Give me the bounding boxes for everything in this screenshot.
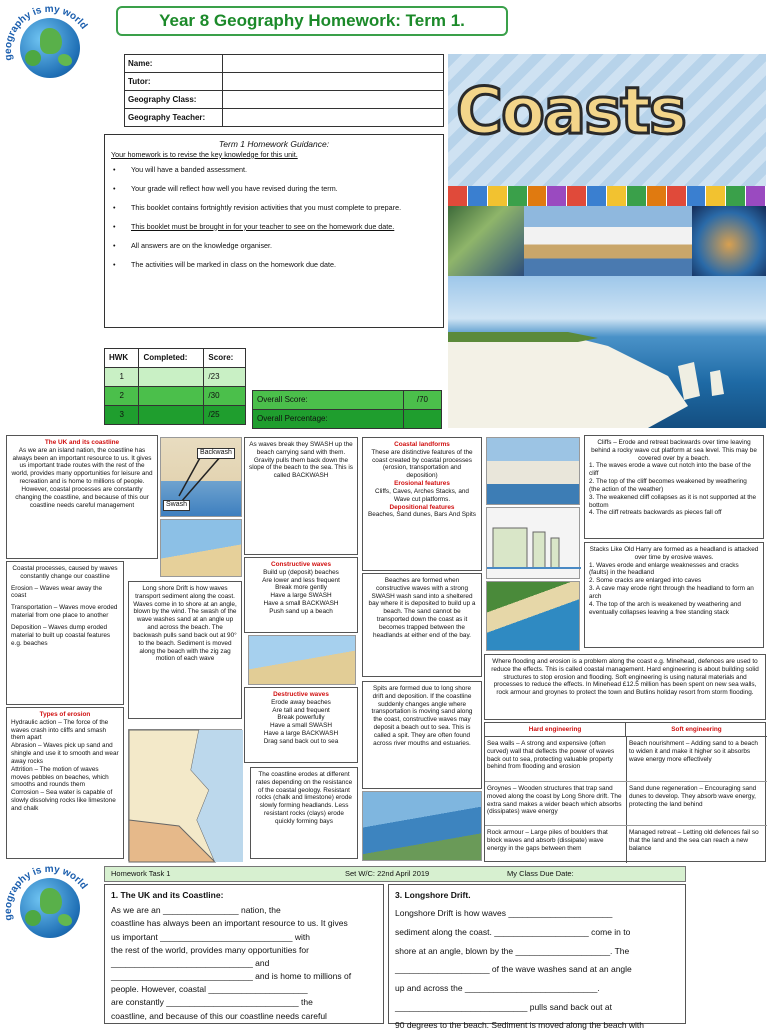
q1-title: 1. The UK and its Coastline: bbox=[111, 890, 224, 900]
cliffs-intro: Cliffs – Erode and retreat backwards over time leaving behind a rocky wave cut platform at sea level. This may be covered over by a beach. bbox=[591, 439, 757, 462]
spits-text: Spits are formed due to long shore drift and deposition. If the coastline suddenly changes angle where transportation is moving sand along the coast, constructive waves may deposit a beach out to sea. This is called a spit. They are often found across river mouths and estuaries. bbox=[371, 685, 473, 747]
svg-text:geography is my world: geography is my world bbox=[2, 3, 90, 62]
managed-retreat-text: Managed retreat – Letting old defences fail so that the land and the sea can reach a new balance bbox=[629, 829, 759, 852]
abrasion-text: Abrasion – Waves pick up sand and shingle and use it to smooth and wear away rocks bbox=[11, 742, 119, 765]
guidance-title: Term 1 Homework Guidance: bbox=[218, 139, 330, 149]
cliffs-step-2: 2. The top of the cliff becomes weakened by weathering (the action of the weather) bbox=[589, 478, 747, 493]
teacher-field[interactable] bbox=[223, 109, 444, 127]
spit-photo bbox=[362, 791, 482, 861]
swash-diagram bbox=[160, 437, 242, 517]
geology-text: The coastline erodes at different rates depending on the resistance of the coastal geology. Resistant rocks (chalk and limestone) erode slowly forming headlands. Less resistant rocks (clays) erode quickly forming bays bbox=[255, 771, 353, 825]
coastal-processes-box bbox=[6, 561, 124, 705]
task-due-date: My Class Due Date: bbox=[507, 869, 574, 879]
transportation-text: Transportation – Waves move eroded material from one place to another bbox=[11, 604, 118, 620]
task-set-date: Set W/C: 22nd April 2019 bbox=[345, 869, 430, 879]
q3-line: shore at an angle, blown by the ____________________. The bbox=[395, 945, 630, 956]
destructive-line: Erode away beaches bbox=[271, 698, 331, 706]
overall-score-label: Overall Score: bbox=[253, 391, 404, 410]
cliff-photo bbox=[486, 437, 580, 505]
destructive-line: Drag sand back out to sea bbox=[263, 737, 339, 745]
erosion-text: Erosion – Waves wear away the coast bbox=[11, 584, 103, 600]
name-label: Name: bbox=[125, 55, 223, 73]
soft-engineering-title: Soft engineering bbox=[626, 723, 767, 737]
task-question-3 bbox=[388, 884, 686, 1031]
management-text: Where flooding and erosion is a problem along the coast e.g. Minehead, defences are used to reduce the effects. This is called coastal management. Hard engineering is about building solid structures to stop erosion and flooding. Soft engineering is using natural materials and processes to reduce the effects. In Minehead £12.5 million has been spent on new sea walls, rock armour and groynes to protect the town and Butlins holiday resort from storm flooding. bbox=[491, 658, 759, 697]
stacks-step-1: 1. Waves erode and enlarge weaknesses and cracks (faults) in the headland bbox=[589, 561, 739, 577]
hwk-number: 3 bbox=[105, 406, 139, 425]
task-label: Homework Task 1 bbox=[111, 869, 171, 879]
hard-engineering-title: Hard engineering bbox=[485, 723, 626, 737]
guidance-bullet: • The activities will be marked in class on the homework due date. bbox=[111, 260, 437, 269]
destructive-line: Break powerfully bbox=[277, 714, 325, 722]
attrition-text: Attrition – The motion of waves moves pebbles on beaches, which smooths and rounds them bbox=[11, 765, 109, 789]
guidance-bullet: • You will have a banded assessment. bbox=[111, 165, 437, 174]
q3-line: up and across the ____________________________. bbox=[395, 982, 600, 993]
task-header-bar bbox=[104, 866, 686, 882]
guidance-bullet: • All answers are on the knowledge organiser. bbox=[111, 241, 437, 250]
q1-line: ______________________________ and bbox=[111, 957, 270, 968]
completed-cell[interactable] bbox=[139, 406, 204, 425]
coastal-management-box bbox=[484, 654, 766, 720]
q3-line: 90 degrees to the beach. Sediment is moved along the beach with bbox=[395, 1020, 645, 1031]
wave-diagram bbox=[248, 635, 356, 685]
q3-line: Longshore Drift is how waves ______________________ bbox=[395, 908, 613, 919]
beach-nourishment-text: Beach nourishment – Adding sand to a beach to widen it and make it higher so it absorbs wave energy more effectively bbox=[629, 740, 758, 763]
overall-percentage-label: Overall Percentage: bbox=[253, 410, 404, 429]
uk-coastline-text: As we are an island nation, the coastline has always been an important resource to us. It gives us important trade routes with the rest of the world, provides many opportunities for leisure and recreation and is home to millions of people. However, coastal processes are constantly changing the coastline, and because of this our coastline needs careful management bbox=[11, 446, 153, 509]
landforms-title: Coastal landforms bbox=[394, 441, 450, 448]
spits-box bbox=[362, 681, 482, 789]
coasts-title: Coasts bbox=[456, 75, 685, 149]
old-harry-rocks-photo bbox=[448, 276, 766, 428]
cliffs-step-4: 4. The cliff retreats backwards as pieces fall off bbox=[589, 509, 722, 517]
backwash-label: Backwash bbox=[197, 448, 235, 459]
processes-intro: Coastal processes, caused by waves constantly change our coastline bbox=[12, 565, 118, 580]
completed-header: Completed: bbox=[139, 349, 204, 368]
hwk-header: HWK bbox=[105, 349, 139, 368]
deposition-text: Deposition – Waves dump eroded material to built up coastal features e.g. beaches bbox=[11, 623, 111, 647]
geology-map bbox=[128, 729, 242, 861]
erosional-text: Cliffs, Caves, Arches Stacks, and Wave cut platforms. bbox=[374, 487, 469, 503]
destructive-line: Are tall and frequent bbox=[272, 706, 330, 714]
erosion-types-title: Types of erosion bbox=[39, 711, 91, 718]
q1-line: us important ____________________________ with bbox=[111, 931, 310, 942]
corrosion-text: Corrosion – Sea water is capable of slowly dissolving rocks like limestone and chalk bbox=[11, 789, 116, 812]
q3-title: 3. Longshore Drift. bbox=[395, 890, 471, 900]
hwk-number: 2 bbox=[105, 387, 139, 406]
destructive-line: Have a small SWASH bbox=[270, 722, 332, 730]
q1-line: the rest of the world, provides many opportunities for bbox=[111, 944, 309, 955]
sea-walls-text: Sea walls – A strong and expensive (often curved) wall that deflects the power of waves back out to sea, protecting valuable property behind from flooding and erosion bbox=[487, 740, 615, 771]
overall-score-value: /70 bbox=[403, 391, 441, 410]
erosional-title: Erosional features bbox=[394, 480, 450, 488]
stacks-box bbox=[584, 542, 764, 648]
destructive-title: Destructive waves bbox=[273, 691, 329, 698]
resort-photo bbox=[524, 206, 692, 276]
engineering-table bbox=[484, 722, 766, 862]
constructive-line: Have a small BACKWASH bbox=[263, 600, 339, 608]
q1-line: coastline, and because of this our coastline needs careful bbox=[111, 1010, 327, 1021]
uk-coastline-box bbox=[6, 435, 158, 559]
teacher-label: Geography Teacher: bbox=[125, 109, 223, 127]
student-info-table bbox=[124, 54, 444, 127]
coastal-landforms-box bbox=[362, 437, 482, 571]
rock-armour-text: Rock armour – Large piles of boulders that block waves and absorb (dissipate) wave energy in the gaps between them bbox=[487, 829, 608, 852]
cliffs-step-1: 1. The waves erode a wave cut notch into the base of the cliff bbox=[589, 462, 751, 478]
tutor-label: Tutor: bbox=[125, 73, 223, 91]
score-header: Score: bbox=[204, 349, 246, 368]
dune-regeneration-text: Sand dune regeneration – Encouraging sand dunes to develop. They absorb wave energy, protecting the land behind bbox=[629, 785, 757, 808]
q1-line: As we are an ________________ nation, the bbox=[111, 905, 281, 916]
logo-text bbox=[2, 2, 90, 90]
logo-text bbox=[2, 862, 90, 950]
overall-percentage-value[interactable] bbox=[403, 410, 441, 429]
logo bbox=[2, 2, 90, 90]
completed-cell[interactable] bbox=[139, 387, 204, 406]
constructive-line: Build up (deposit) beaches bbox=[263, 568, 339, 576]
q1-line: people. However, coastal _____________________ bbox=[111, 984, 308, 995]
beaches-text: Beaches are formed when constructive waves with a strong SWASH wash sand into a sheltered bay where it is deposited to build up a beach. The sand cannot be transported down the coast as it becomes trapped between the headlands at either end of the bay. bbox=[368, 577, 476, 639]
beach-huts-strip bbox=[448, 186, 766, 206]
guidance-intro: Your homework is to revise the key knowledge for this unit. bbox=[111, 149, 298, 159]
groynes-text: Groynes – Wooden structures that trap sand moved along the coast by Long Shore drift. The extra sand makes a wider beach which absorbs (dissipates) wave energy bbox=[487, 785, 622, 816]
swash-backwash-box bbox=[244, 437, 358, 555]
destructive-waves-box bbox=[244, 687, 358, 763]
logo bbox=[2, 862, 90, 950]
uk-coastline-title: The UK and its coastline bbox=[44, 439, 120, 446]
svg-text:geography is my world: geography is my world bbox=[2, 863, 90, 922]
q3-line: ____________________________ pulls sand back out at bbox=[395, 1001, 612, 1012]
stacks-step-3: 3. A cave may erode right through the headland to form an arch bbox=[589, 585, 754, 600]
guidance-bullet: • This booklet must be brought in for your teacher to see on the homework due date. bbox=[111, 222, 437, 231]
constructive-line: Push sand up a beach bbox=[269, 607, 333, 615]
headland-diagram bbox=[486, 507, 580, 579]
completed-cell[interactable] bbox=[139, 368, 204, 387]
name-field[interactable] bbox=[223, 55, 444, 73]
q1-line: are constantly ____________________________ the bbox=[111, 997, 313, 1008]
score-cell: /23 bbox=[204, 368, 246, 387]
constructive-title: Constructive waves bbox=[270, 561, 332, 568]
beach-slope-diagram bbox=[160, 519, 242, 577]
bay-photo bbox=[486, 581, 580, 651]
scores-table bbox=[104, 348, 246, 425]
swash-text: As waves break they SWASH up the beach carrying sand with them. Gravity pulls them back down the slope of the beach to the sea. This is called BACKWASH bbox=[249, 441, 353, 480]
guidance-bullet: • This booklet contains fortnightly revision activities that you must complete to prepare. bbox=[111, 203, 437, 212]
score-cell: /30 bbox=[204, 387, 246, 406]
depositional-title: Depositional features bbox=[389, 503, 455, 511]
longshore-drift-box bbox=[128, 581, 242, 719]
stacks-step-4: 4. The top of the arch is weakened by weathering and eventually collapses leaving a free standing stack bbox=[589, 600, 741, 616]
beaches-box bbox=[362, 573, 482, 677]
q1-line: coastline has always been an important resource to us. It gives bbox=[111, 918, 348, 929]
overall-table bbox=[252, 390, 442, 429]
constructive-line: Are lower and less frequent bbox=[262, 576, 340, 584]
landforms-text: These are distinctive features of the coast created by coastal processes (erosion, transportation and deposition) bbox=[371, 448, 473, 480]
destructive-line: Have a large BACKWASH bbox=[263, 730, 339, 738]
constructive-line: Have a large SWASH bbox=[270, 592, 332, 600]
swash-label: Swash bbox=[163, 500, 190, 511]
q3-line: ____________________ of the wave washes sand at an angle bbox=[395, 964, 632, 975]
tutor-field[interactable] bbox=[223, 73, 444, 91]
page-title-box bbox=[116, 6, 508, 36]
geology-box bbox=[250, 767, 358, 859]
stacks-step-2: 2. Some cracks are enlarged into caves bbox=[589, 577, 702, 585]
constructive-line: Break more gently bbox=[275, 584, 327, 592]
q1-line: ______________________________ and is home to millions of bbox=[111, 971, 352, 982]
task-question-1 bbox=[104, 884, 384, 1024]
globe-face-photo bbox=[692, 206, 766, 276]
depositional-text: Beaches, Sand dunes, Bars And Spits bbox=[367, 511, 476, 519]
homework-guidance bbox=[104, 134, 444, 328]
score-cell: /25 bbox=[204, 406, 246, 425]
constructive-waves-box bbox=[244, 557, 358, 633]
stacks-intro: Stacks Like Old Harry are formed as a headland is attacked over time by erosive waves. bbox=[589, 546, 759, 561]
cliffs-step-3: 3. The weakened cliff collapses as it is not supported at the bottom bbox=[589, 493, 757, 509]
hwk-number: 1 bbox=[105, 368, 139, 387]
guidance-bullet: • Your grade will reflect how well you have revised during the term. bbox=[111, 184, 437, 193]
longshore-text: Long shore Drift is how waves transport sediment along the coast. Waves come in to shore at an angle, blown by the wind. The swash of the wave washes sand at an angle up and across the beach. The backwash pulls sand back out at 90° to the beach. Sediment is moved along the beach with the zig zag motion of each wave bbox=[133, 585, 237, 663]
cliffs-box bbox=[584, 435, 764, 539]
types-of-erosion-box bbox=[6, 707, 124, 859]
aerial-photo bbox=[448, 206, 524, 276]
coasts-cover bbox=[448, 54, 766, 428]
class-label: Geography Class: bbox=[125, 91, 223, 109]
class-field[interactable] bbox=[223, 91, 444, 109]
q3-line: sediment along the coast. ____________________ come in to bbox=[395, 926, 631, 937]
page-title: Year 8 Geography Homework: Term 1. bbox=[159, 11, 465, 31]
hydraulic-action-text: Hydraulic action – The force of the waves crash into cliffs and smash them apart bbox=[11, 718, 109, 742]
